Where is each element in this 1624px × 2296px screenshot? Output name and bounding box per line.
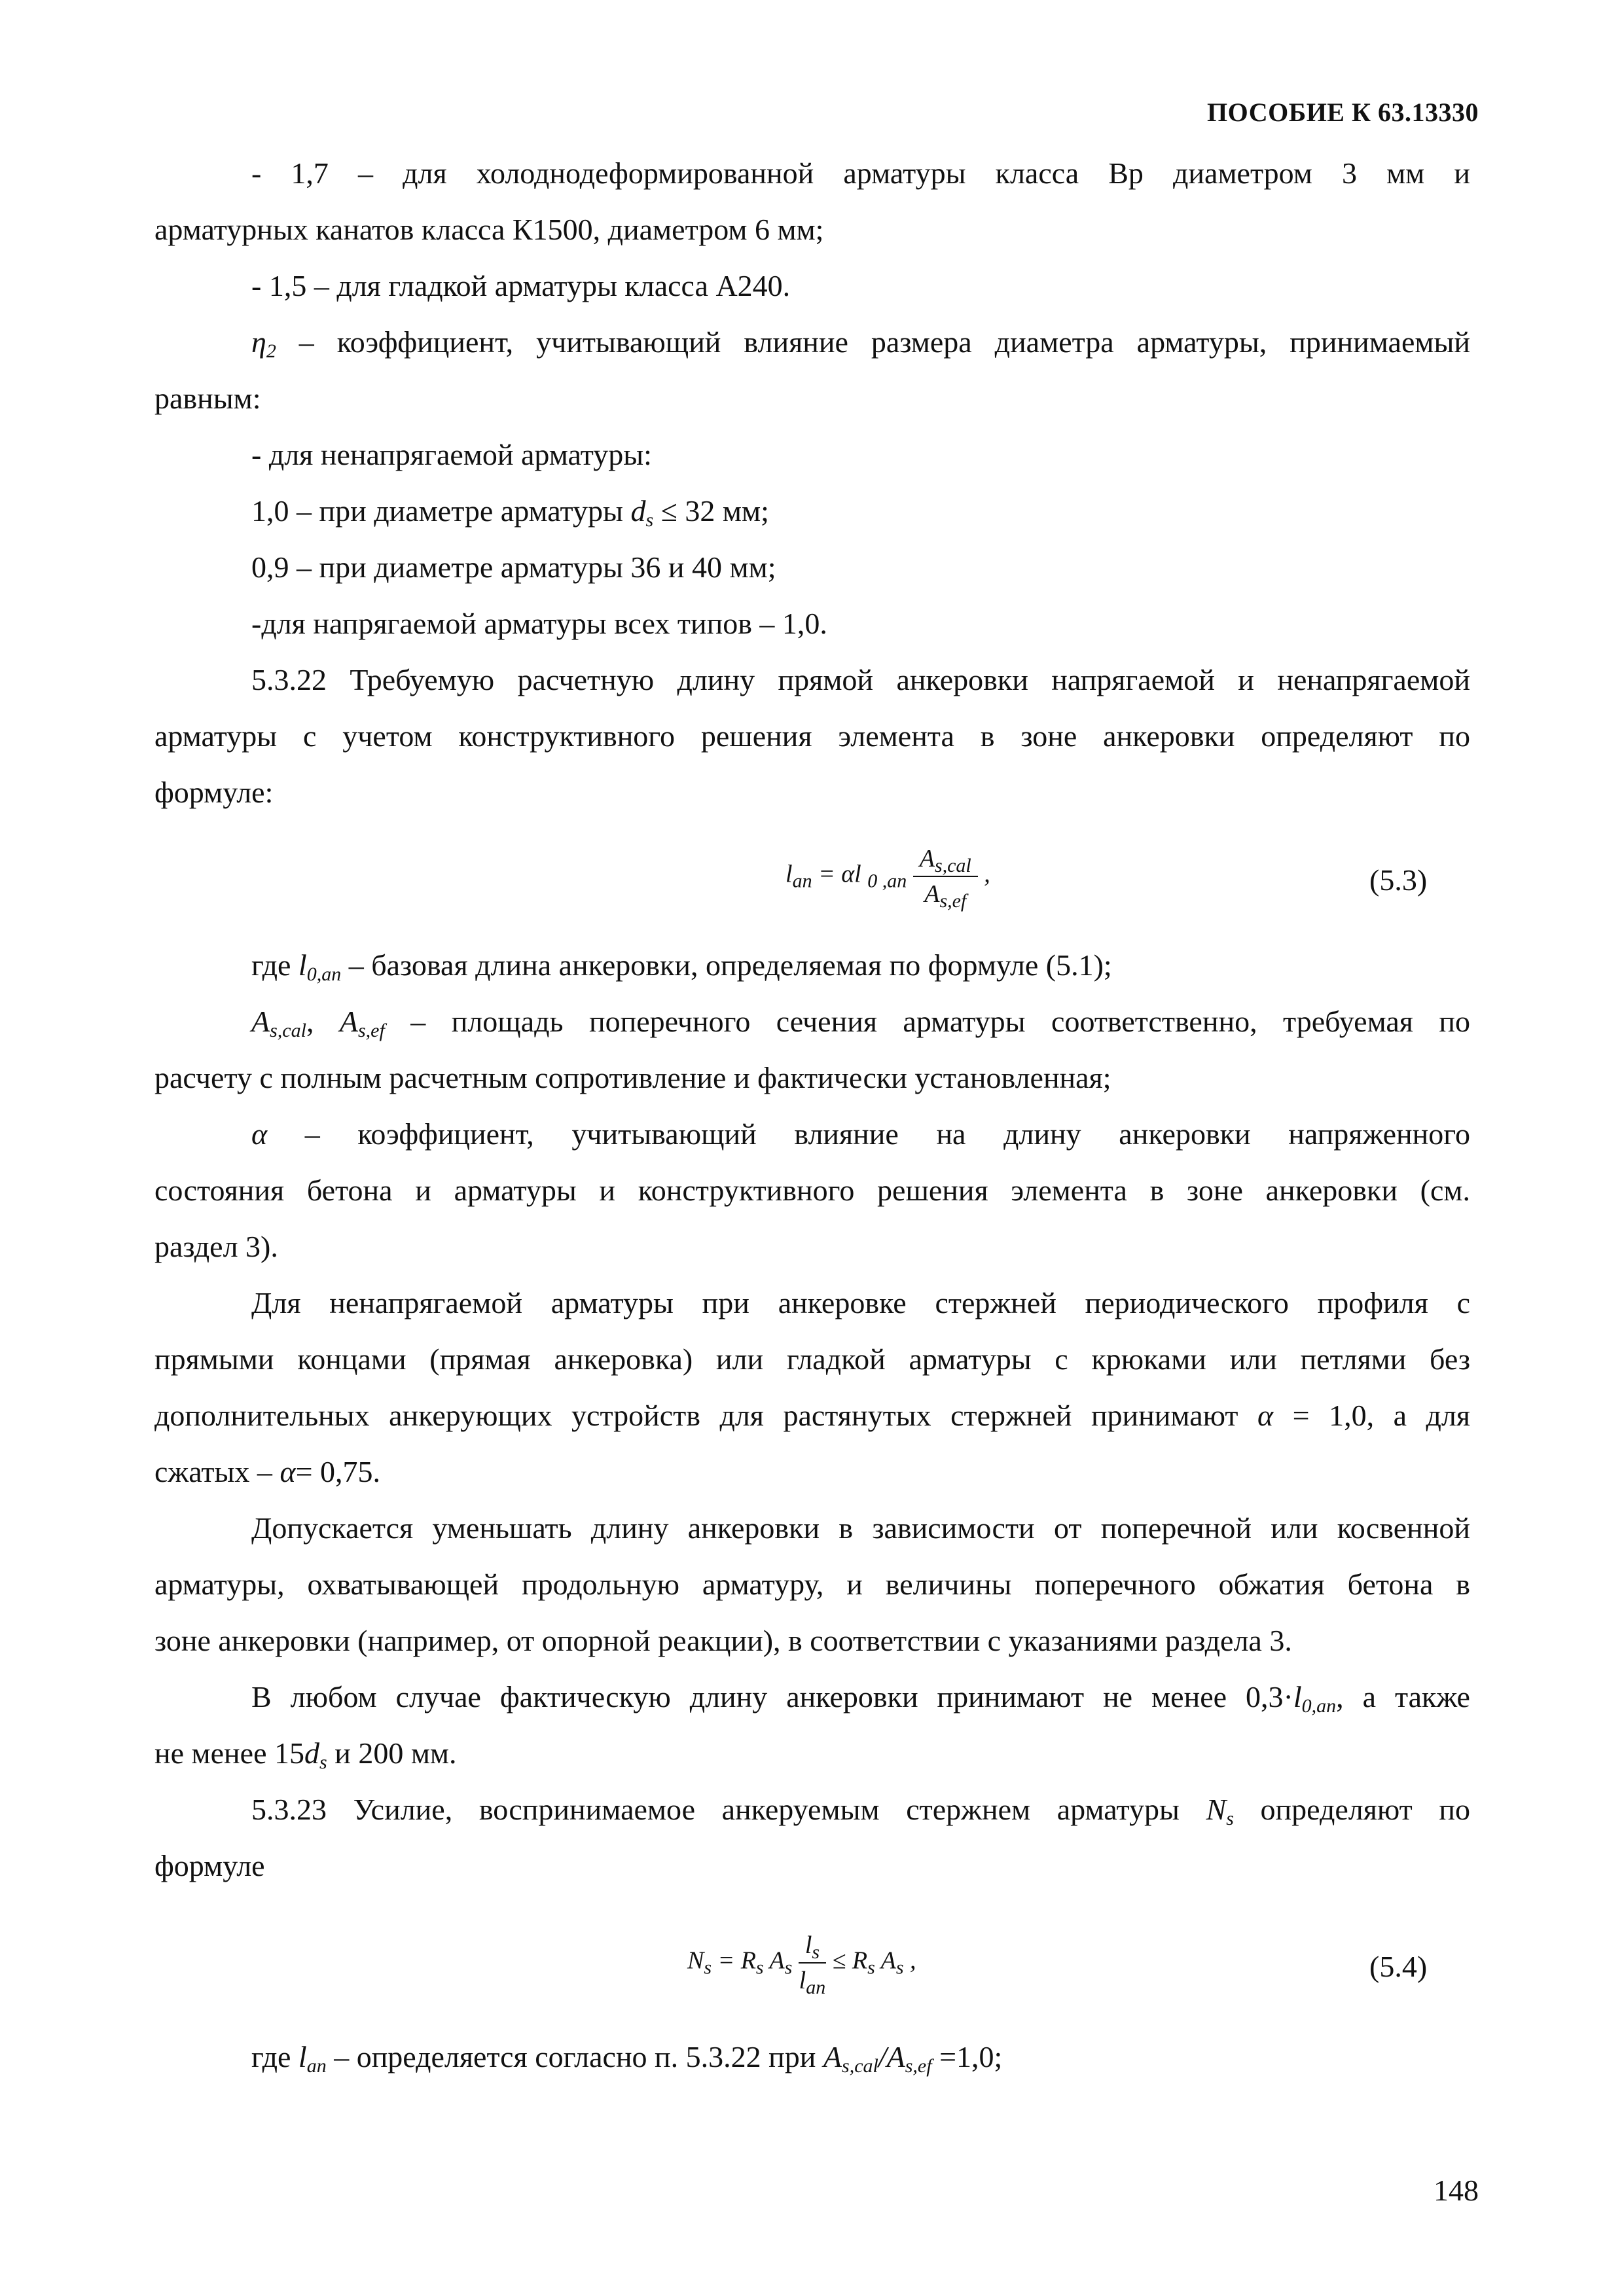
text-line: 0,9 – при диаметре арматуры 36 и 40 мм; xyxy=(251,550,776,584)
page-header: ПОСОБИЕ К 63.13330 xyxy=(1207,98,1479,127)
text-line: равным: xyxy=(154,382,261,415)
text-line: где $l_{0,an}$ – базовая длина анкеровки, определяемая по формуле (5.1); xyxy=(251,948,1112,985)
text-line: - для ненапрягаемой арматуры: xyxy=(251,438,652,471)
fraction: $\frac{A_{s,cal}}{A_{s,ef}}$ xyxy=(913,844,978,908)
text-line: - 1,5 – для гладкой арматуры класса А240. xyxy=(251,269,791,302)
text-line: -для напрягаемой арматуры всех типов – 1,0. xyxy=(251,607,827,640)
text-line: В любом случае фактическую длину анкеровки принимают не менее $0,3\cdot l_{0,an}$, а также xyxy=(251,1680,1470,1717)
text-line: расчету с полным расчетным сопротивление и фактически установленная; xyxy=(154,1061,1111,1094)
text-line: - 1,7 – для холоднодеформированной арматуры класса Вр диаметром 3 мм и xyxy=(251,156,1470,190)
page-number: 148 xyxy=(1434,2174,1479,2207)
text-line: раздел 3). xyxy=(154,1230,278,1263)
formula-5-3: $l_{an} = \alpha l$ $_{0 ,an}$ $\frac{A_{s,cal}}{A_{s,ef}}$ , xyxy=(785,845,990,912)
text-block-3 xyxy=(154,2029,1470,2085)
text-line: 1,0 – при диаметре арматуры $d_s \le 32$ мм; xyxy=(251,494,769,531)
text-line: не менее $15d_s$ и 200 мм. xyxy=(154,1736,457,1773)
text-line: сжатых – α= 0,75. xyxy=(154,1455,381,1488)
text-line: Для ненапрягаемой арматуры при анкеровке стержней периодического профиля с xyxy=(251,1286,1470,1319)
text-line: состояния бетона и арматуры и конструктивного решения элемента в зоне анкеровки (см. xyxy=(154,1174,1470,1207)
text-block-2 xyxy=(154,937,1470,1894)
text-line: 5.3.22 Требуемую расчетную длину прямой анкеровки напрягаемой и ненапрягаемой xyxy=(251,663,1470,696)
text-line: где $l_{an}$ – определяется согласно п. 5.3.22 при $A_{s,cal}/A_{s,ef} =1,0$; xyxy=(251,2040,1003,2077)
eta-symbol: η xyxy=(251,325,266,359)
formula-5-4: $N_s = R_s$ $A_s$ $\frac{l_s}{l_{an}}$ ≤ $R_s$ $A_s$ , xyxy=(687,1931,916,1998)
text-line: 5.3.23 Усилие, воспринимаемое анкеруемым стержнем арматуры $N_s$ определяют по xyxy=(251,1793,1470,1829)
text-line: α – коэффициент, учитывающий влияние на длину анкеровки напряженного xyxy=(251,1117,1470,1151)
text-line: дополнительных анкерующих устройств для растянутых стержней принимают α = 1,0, а для xyxy=(154,1399,1470,1432)
text-line: $A_{s,cal}$, $A_{s,ef}$ – площадь поперечного сечения арматуры соответственно, требуемая по xyxy=(251,1005,1471,1041)
text-block-1 xyxy=(154,145,1470,821)
fraction: $\frac{l_s}{l_{an}}$ xyxy=(799,1931,826,1998)
text-line: зоне анкеровки (например, от опорной реакции), в соответствии с указаниями раздела 3. xyxy=(154,1624,1292,1657)
formula-number: (5.3) xyxy=(1369,863,1428,897)
text-line: $\eta_2$ – коэффициент, учитывающий влияние размера диаметра арматуры, принимаемый xyxy=(251,325,1470,362)
text-line: арматуры, охватывающей продольную арматуру, и величины поперечного обжатия бетона в xyxy=(154,1568,1470,1601)
text-line: арматурных канатов класса К1500, диаметром 6 мм; xyxy=(154,213,824,246)
text-line: формуле xyxy=(154,1849,265,1882)
text-line: формуле: xyxy=(154,776,274,809)
formula-number: (5.4) xyxy=(1369,1950,1428,1983)
text-line: прямыми концами (прямая анкеровка) или гладкой арматуры с крюками или петлями без xyxy=(154,1342,1470,1376)
text-line: Допускается уменьшать длину анкеровки в зависимости от поперечной или косвенной xyxy=(251,1511,1470,1545)
text-line: арматуры с учетом конструктивного решения элемента в зоне анкеровки определяют по xyxy=(154,719,1470,753)
